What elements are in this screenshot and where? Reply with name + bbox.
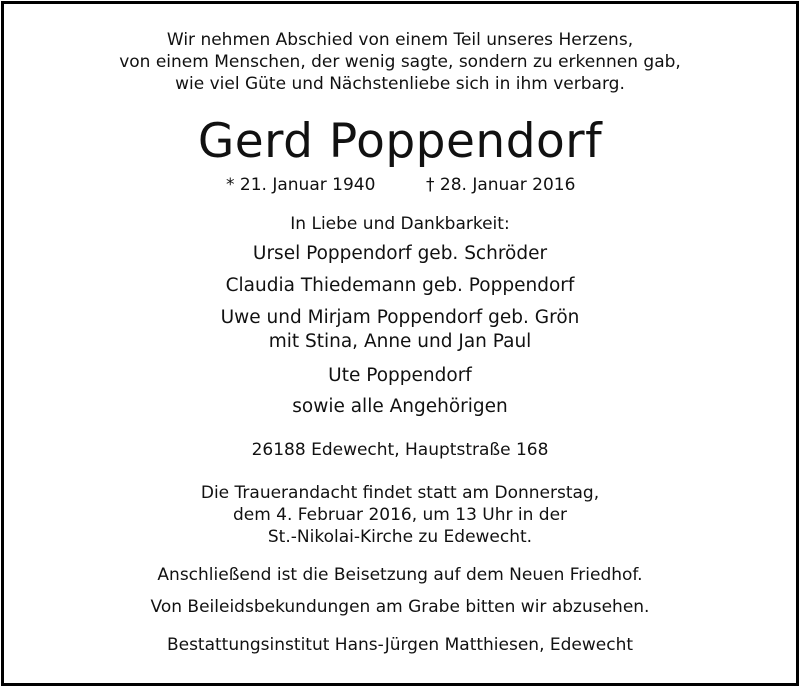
funeral-home: Bestattungsinstitut Hans-Jürgen Matthiesen, Edewecht: [166, 635, 634, 655]
deceased-name: Gerd Poppendorf: [197, 114, 603, 169]
death-date: † 28. Januar 2016: [426, 175, 576, 195]
burial-info: Anschließend ist die Beisetzung auf dem Neuen Friedhof.: [157, 565, 643, 585]
mourner-name: Claudia Thiedemann geb. Poppendorf: [225, 275, 575, 296]
mourner-name: mit Stina, Anne und Jan Paul: [268, 331, 532, 352]
intro-line-3: wie viel Güte und Nächstenliebe sich in ihm verbarg.: [175, 74, 625, 94]
service-line-3: St.-Nikolai-Kirche zu Edewecht.: [267, 527, 533, 547]
mourner-name: sowie alle Angehörigen: [292, 396, 508, 417]
intro-line-2: von einem Menschen, der wenig sagte, sondern zu erkennen gab,: [119, 52, 681, 72]
mourners-heading: In Liebe und Dankbarkeit:: [290, 214, 510, 234]
condolence-note: Von Beileidsbekundungen am Grabe bitten wir abzusehen.: [150, 597, 650, 617]
life-dates: [0, 175, 800, 195]
birth-date: * 21. Januar 1940: [226, 175, 376, 195]
service-line-1: Die Trauerandacht findet statt am Donnerstag,: [200, 483, 600, 503]
mourner-name: Ute Poppendorf: [328, 365, 472, 386]
address: 26188 Edewecht, Hauptstraße 168: [251, 440, 549, 460]
service-line-2: dem 4. Februar 2016, um 13 Uhr in der: [232, 505, 568, 525]
mourner-name: Ursel Poppendorf geb. Schröder: [252, 243, 548, 264]
mourner-name: Uwe und Mirjam Poppendorf geb. Grön: [220, 307, 580, 328]
intro-line-1: Wir nehmen Abschied von einem Teil unseres Herzens,: [166, 30, 634, 50]
